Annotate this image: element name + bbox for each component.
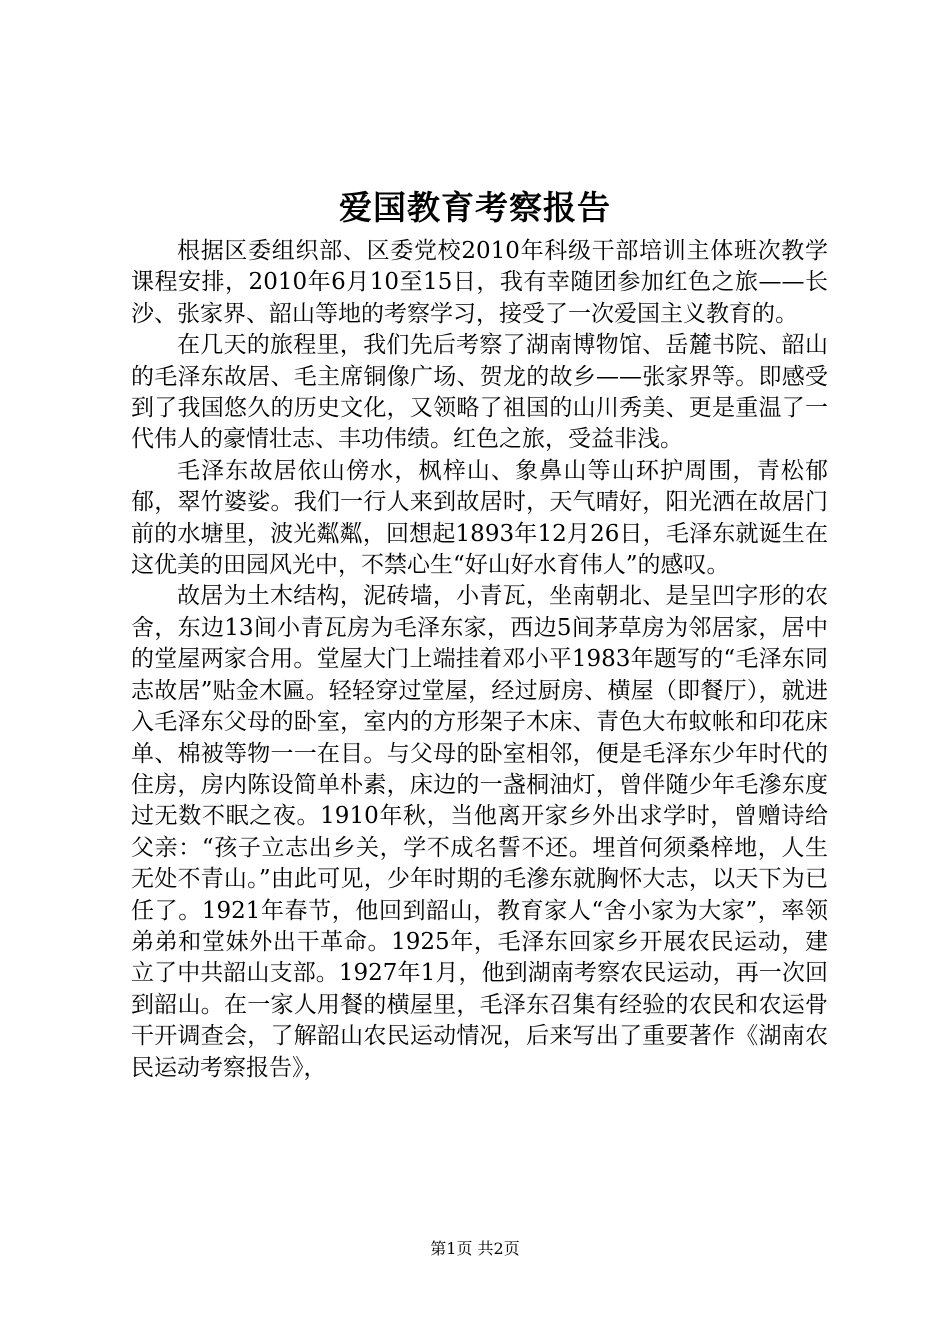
page-footer: 第1页 共2页	[430, 1239, 520, 1258]
document-body	[131, 236, 828, 1084]
paragraph-residence-scenery: 毛泽东故居依山傍水，枫梓山、象鼻山等山环护周围，青松郁郁，翠竹婆娑。我们一行人来到故居时，天气晴好，阳光洒在故居门前的水塘里，波光粼粼，回想起1893年12月26日，毛泽东就诞生在这优美的田园风光中，不禁心生“好山好水育伟人”的感叹。	[131, 457, 828, 579]
paragraph-residence-structure: 故居为土木结构，泥砖墙，小青瓦，坐南朝北、是呈凹字形的农舍，东边13间小青瓦房为毛泽东家，西边5间茅草房为邻居家，居中的堂屋两家合用。堂屋大门上端挂着邓小平1983年题写的“毛泽东同志故居”贴金木匾。轻轻穿过堂屋，经过厨房、横屋（即餐厅），就进入毛泽东父母的卧室，室内的方形架子木床、青色大布蚊帐和印花床单、棉被等物一一在目。与父母的卧室相邻，便是毛泽东少年时代的住房，房内陈设简单朴素，床边的一盏桐油灯，曾伴随少年毛滲东度过无数不眠之夜。1910年秋，当他离开家乡外出求学时，曾赠诗给父亲：“孩子立志出乡关，学不成名誓不还。埋首何须桑梓地，人生无处不青山。”由此可见，少年时期的毛滲东就胸怀大志，以天下为已任了。1921年春节，他回到韶山，教育家人“舍小家为大家”，率领弟弟和堂妹外出干革命。1925年，毛泽东回家乡开展农民运动，建立了中共韶山支部。1927年1月，他到湖南考察农民运动，再一次回到韶山。在一家人用餐的横屋里，毛泽东召集有经验的农民和农运骨干开调查会，了解韶山农民运动情况，后来写出了重要著作《湖南农民运动考察报告》，	[131, 583, 828, 1081]
paragraph-intro: 根据区委组织部、区委党校2010年科级干部培训主体班次教学课程安排，2010年6月10至15日，我有幸随团参加红色之旅——长沙、张家界、韶山等地的考察学习，接受了一次爱国主义教育的。	[131, 238, 828, 327]
document-title: 爱国教育考察报告	[339, 188, 611, 227]
paragraph-itinerary: 在几天的旅程里，我们先后考察了湖南博物馆、岳麓书院、韶山的毛泽东故居、毛主席铜像广场、贺龙的故乡——张家界等。即感受到了我国悠久的历史文化，又领略了祖国的山川秀美、更是重温了一代伟人的豪情壮志、丰功伟绩。红色之旅，受益非浅。	[131, 332, 828, 453]
